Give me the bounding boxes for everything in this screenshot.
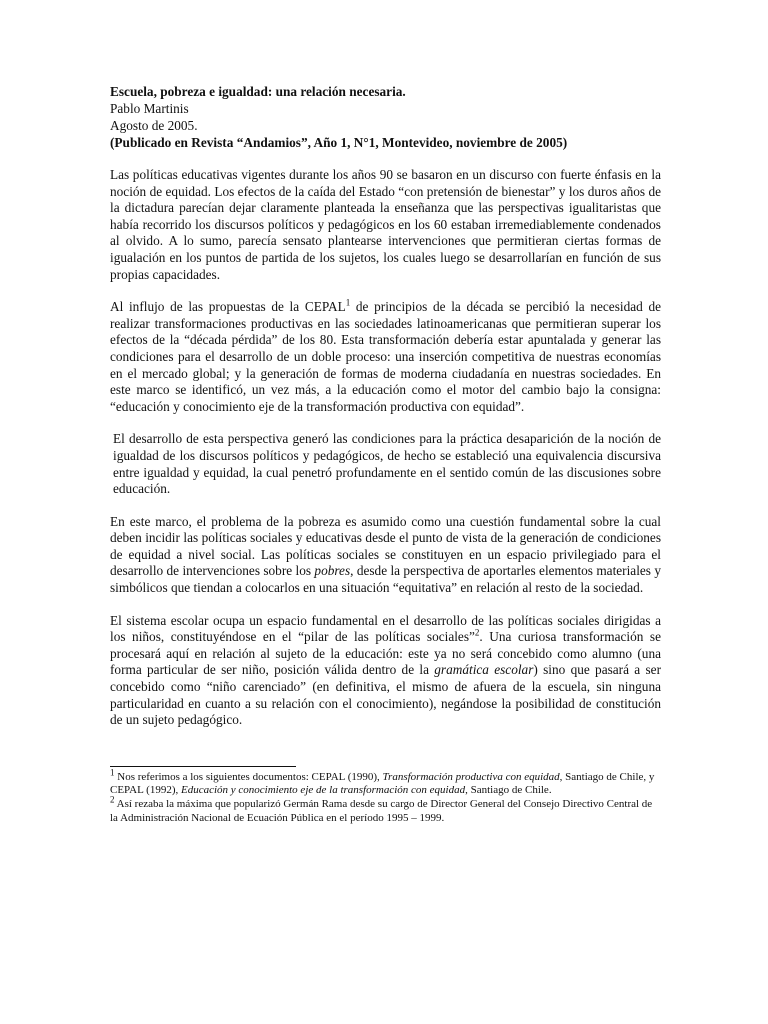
paragraph-4-text-a: En este marco, el problema de la pobreza es asumido como una cuestión fundamental sobre la cual deben incidir las políticas sociales y educativas desde el punto de vista de la generación de condiciones de equidad a nivel social. Las políticas sociales se constituyen en un espacio privilegiado para el desarrollo de intervenciones sobre los [110, 513, 661, 579]
document-date: Agosto de 2005. [110, 118, 198, 133]
paragraph-5-text-a: El sistema escolar ocupa un espacio fundamental en el desarrollo de las políticas sociales dirigidas a los niños, constituyéndose en el “pilar de las políticas sociales” [110, 612, 661, 645]
paragraph-4-emphasis: pobres [314, 563, 351, 579]
footnote-ref-2: 2 [474, 627, 480, 638]
footnote-2 [110, 794, 661, 825]
paragraph-2-text-a: Al influjo de las propuestas de la CEPAL [110, 299, 346, 315]
paragraph-5-text-c: ) sino que pasará a ser concebido como “niño carenciado” (en definitiva, el mismo de afuera de la escuela, sin ninguna particularidad en cuanto a su relación con el conocimiento), negándose la posibilidad de constitución de un sujeto pedagógico. [110, 662, 661, 728]
footnote-2-text: Así rezaba la máxima que popularizó Germán Rama desde su cargo de Director General del Consejo Directivo Central de la Administración Nacional de Ecuación Pública en el período 1995 – 1999. [110, 798, 653, 824]
publication-note: (Publicado en Revista “Andamios”, Año 1, N°1, Montevideo, noviembre de 2005) [110, 135, 568, 150]
footnote-1-emphasis-1: Transformación productiva con equidad [382, 770, 560, 783]
paragraph-3: El desarrollo de esta perspectiva generó las condiciones para la práctica desaparición de la noción de igualdad de los discursos políticos y pedagógicos, de hecho se estableció una equivalencia discursiva entre igualdad y equidad, la cual penetró profundamente en el sentido común de las discusiones sobre educación. [113, 431, 661, 497]
document-page [110, 83, 661, 825]
paragraph-2-text-b: de principios de la década se percibió la necesidad de realizar transformaciones productivas en las sociedades latinoamericanas que permitieran superar los efectos de la “década pérdida” de los 80. Esta transformación debería estar apuntalada y generar las condiciones para el desarrollo de un doble proceso: una inserción competitiva de nuestras economías en el mercado global; y la generación de formas de moderna ciudadanía en nuestras sociedades. En este marco se identificó, un vez más, a la educación como el motor del cambio bajo la consigna: “educación y conocimiento eje de la transformación productiva con equidad”. [110, 299, 662, 414]
paragraph-4 [110, 514, 661, 597]
footnote-1-text-b: , Santiago de Chile, y CEPAL (1992), [110, 770, 655, 797]
document-header [110, 83, 661, 151]
paragraph-2 [110, 299, 661, 415]
footnote-1-number: 1 [110, 767, 115, 778]
paragraph-5-text-b: . Una curiosa transformación se procesará aquí en relación al sujeto de la educación: este ya no será concebido como alumno (una forma particular de ser niño, posición válida dentro de la [110, 629, 661, 678]
footnote-1-text-c: , Santiago de Chile. [465, 784, 552, 797]
footnote-2-number: 2 [110, 794, 115, 805]
paragraph-1: Las políticas educativas vigentes durante los años 90 se basaron en un discurso con fuerte énfasis en la noción de equidad. Los efectos de la caída del Estado “con pretensión de bienestar” y los duros años de la dictadura parecían dejar claramente planteada la enseñanza que las perspectivas igualitaristas que había recorrido los discursos políticos y pedagógicos en los 60 estaban irremediablemente condenados al olvido. A lo sumo, parecía sensato plantearse intervenciones que permitieran ciertas formas de igualación en los puntos de partida de los sujetos, los cuales luego se desarrollarían en función de sus propias capacidades. [110, 167, 661, 282]
paragraph-5 [110, 613, 661, 729]
document-title: Escuela, pobreza e igualdad: una relación necesaria. [110, 84, 406, 99]
footnote-1-emphasis-2: Educación y conocimiento eje de la transformación con equidad [181, 784, 466, 797]
footnote-1-text-a: Nos referimos a los siguientes documentos: CEPAL (1990), [114, 770, 383, 783]
paragraph-4-text-b: , desde la perspectiva de aportarles elementos materiales y simbólicos que tiendan a colocarlos en una situación “equitativa” en relación al resto de la sociedad. [110, 563, 661, 596]
footnote-divider [110, 766, 296, 767]
footnote-1 [110, 767, 661, 798]
paragraph-5-emphasis: gramática escolar [434, 662, 534, 678]
footnote-ref-1: 1 [345, 297, 351, 308]
author-name: Pablo Martinis [110, 101, 189, 116]
